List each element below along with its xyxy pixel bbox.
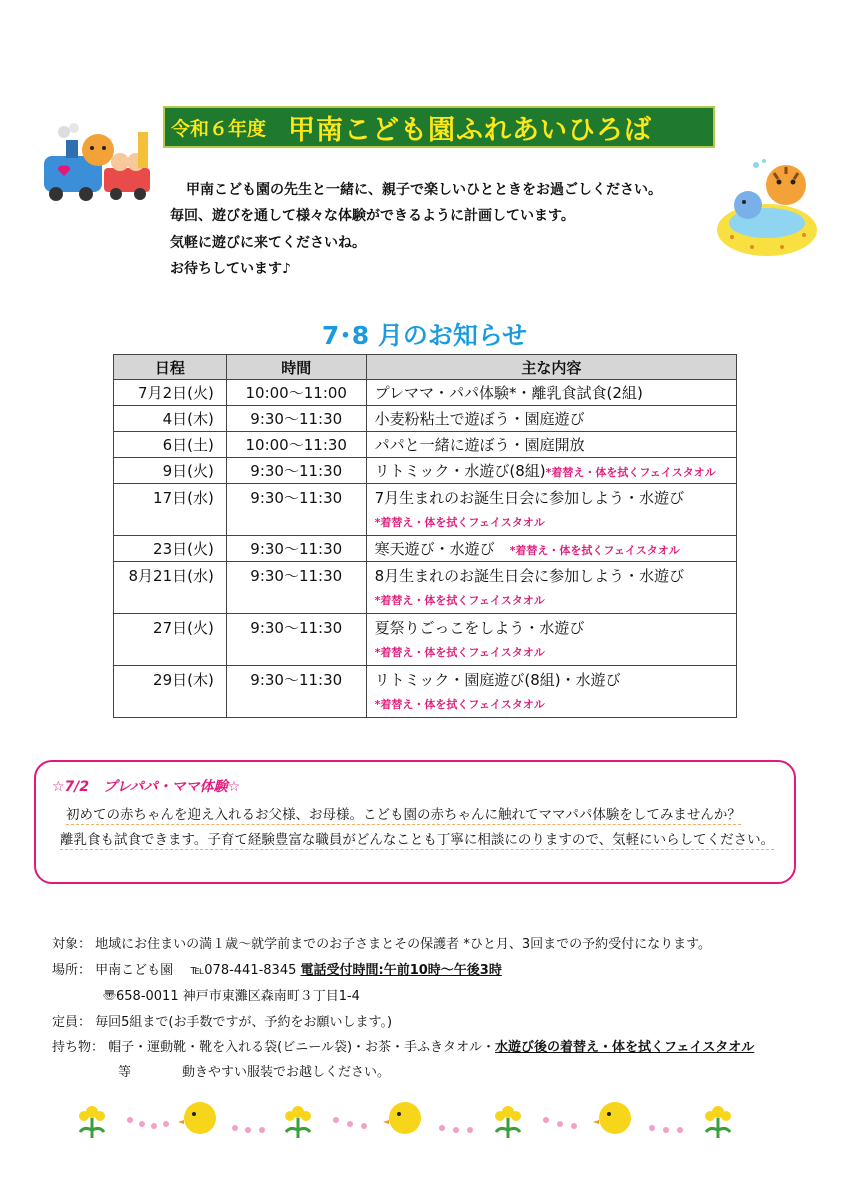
row-content: [366, 536, 736, 562]
row-content: [366, 484, 736, 536]
info-capacity: [52, 1011, 392, 1030]
row-note: *着替え・体を拭くフェイスタオル: [374, 646, 545, 659]
tel-number: ℡078-441-8345: [190, 963, 297, 978]
info-target: [52, 933, 711, 952]
train-illustration: [36, 122, 154, 206]
table-row: [114, 458, 737, 484]
row-date: 6日(土): [114, 432, 227, 458]
chick-icon: [178, 1102, 216, 1134]
target-label: 対象：: [52, 937, 92, 952]
row-date: 29日(木): [114, 666, 227, 718]
row-content: [366, 562, 736, 614]
table-row: [114, 432, 737, 458]
table-row: [114, 666, 737, 718]
page-title: 甲南こども園ふれあいひろば: [288, 114, 653, 146]
row-content: プレママ・パパ体験*・離乳食試食(2組): [366, 380, 736, 406]
title-banner: [163, 106, 715, 148]
table-header-row: [114, 355, 737, 380]
row-date: 8月21日(水): [114, 562, 227, 614]
row-time: 9:30～11:30: [226, 406, 366, 432]
row-content-text: リトミック・水遊び(8組): [374, 462, 546, 480]
info-place: [52, 959, 502, 978]
row-date: 9日(火): [114, 458, 227, 484]
place-name: 甲南こども園: [95, 963, 174, 978]
row-date: 23日(火): [114, 536, 227, 562]
row-time: 10:00～11:30: [226, 432, 366, 458]
flower-icon: [705, 1106, 731, 1138]
row-note: *着替え・体を拭くフェイスタオル: [509, 544, 680, 557]
header-content: 主な内容: [366, 355, 736, 380]
row-note: *着替え・体を拭くフェイスタオル: [374, 516, 545, 529]
capacity-label: 定員：: [52, 1015, 92, 1030]
row-note: *着替え・体を拭くフェイスタオル: [374, 594, 545, 607]
notice-line-1: 初めての赤ちゃんを迎え入れるお父様、お母様。こども園の赤ちゃんに触れてママパパ体験をしてみませんか？: [66, 803, 741, 825]
section-title: 7･8 月のお知らせ: [321, 321, 528, 350]
table-row: [114, 536, 737, 562]
notice-title: ☆7/2 プレパパ・ママ体験☆: [52, 779, 241, 795]
header-date: 日程: [114, 355, 227, 380]
row-content: パパと一緒に遊ぼう・園庭開放: [366, 432, 736, 458]
reception-hours: 電話受付時間:午前10時～午後3時: [300, 963, 502, 978]
row-time: 9:30～11:30: [226, 458, 366, 484]
info-address: 〠658-0011 神戸市東灘区森南町３丁目1-4: [103, 989, 360, 1004]
items-label: 持ち物：: [52, 1040, 105, 1055]
row-content: 小麦粉粘土で遊ぼう・園庭遊び: [366, 406, 736, 432]
target-note: *ひと月、3回までの予約受付になります。: [463, 937, 712, 952]
row-date: 17日(水): [114, 484, 227, 536]
row-time: 9:30～11:30: [226, 562, 366, 614]
pool-tiger-illustration: [712, 155, 822, 260]
row-date: 4日(木): [114, 406, 227, 432]
chick-icon: [593, 1102, 631, 1134]
row-time: 9:30～11:30: [226, 614, 366, 666]
footer-decoration: [70, 1098, 770, 1148]
row-time: 9:30～11:30: [226, 536, 366, 562]
row-content-text: 7月生まれのお誕生日会に参加しよう・水遊び: [374, 489, 685, 507]
chick-icon: [383, 1102, 421, 1134]
flower-icon: [495, 1106, 521, 1138]
row-content-text: 寒天遊び・水遊び: [374, 540, 495, 558]
intro-line-3: 気軽に遊びに来てくださいね。: [170, 235, 366, 251]
row-content-text: 8月生まれのお誕生日会に参加しよう・水遊び: [374, 567, 685, 585]
row-content: [366, 614, 736, 666]
flower-icon: [79, 1106, 105, 1138]
table-row: [114, 614, 737, 666]
row-content-text: リトミック・園庭遊び(8組)・水遊び: [374, 671, 621, 689]
header-time: 時間: [226, 355, 366, 380]
place-label: 場所：: [52, 963, 92, 978]
table-row: [114, 380, 737, 406]
intro-line-4: お待ちしています♪: [170, 261, 291, 277]
row-content-text: 夏祭りごっこをしよう・水遊び: [374, 619, 585, 637]
table-row: [114, 562, 737, 614]
info-items: [52, 1036, 754, 1055]
intro-line-1: 甲南こども園の先生と一緒に、親子で楽しいひとときをお過ごしください。: [186, 182, 662, 198]
row-note: *着替え・体を拭くフェイスタオル: [545, 466, 716, 479]
row-time: 9:30～11:30: [226, 666, 366, 718]
table-row: [114, 406, 737, 432]
items-text: 帽子・運動靴・靴を入れる袋(ビニール袋)・お茶・手ふきタオル・: [108, 1040, 496, 1055]
target-text: 地域にお住まいの満１歳～就学前までのお子さまとその保護者: [95, 937, 460, 952]
row-time: 10:00～11:00: [226, 380, 366, 406]
info-items-etc: 等: [118, 1065, 132, 1080]
row-date: 7月2日(火): [114, 380, 227, 406]
row-time: 9:30～11:30: [226, 484, 366, 536]
items-emphasis: 水遊び後の着替え・体を拭くフェイスタオル: [495, 1040, 755, 1055]
capacity-text: 毎回5組まで(お手数ですが、予約をお願いします。): [95, 1015, 393, 1030]
table-row: [114, 484, 737, 536]
row-note: *着替え・体を拭くフェイスタオル: [374, 698, 545, 711]
row-date: 27日(火): [114, 614, 227, 666]
year-label: 令和６年度: [171, 117, 267, 140]
intro-line-2: 毎回、遊びを通して様々な体験ができるように計画しています。: [170, 208, 575, 224]
notice-line-2: 離乳食も試食できます。子育て経験豊富な職員がどんなことも丁寧に相談にのりますので、気軽にいらしてください。: [60, 828, 774, 850]
row-content: [366, 666, 736, 718]
row-content: [366, 458, 736, 484]
flower-icon: [285, 1106, 311, 1138]
schedule-table: [113, 354, 737, 718]
info-clothes: 動きやすい服装でお越しください。: [182, 1065, 391, 1080]
